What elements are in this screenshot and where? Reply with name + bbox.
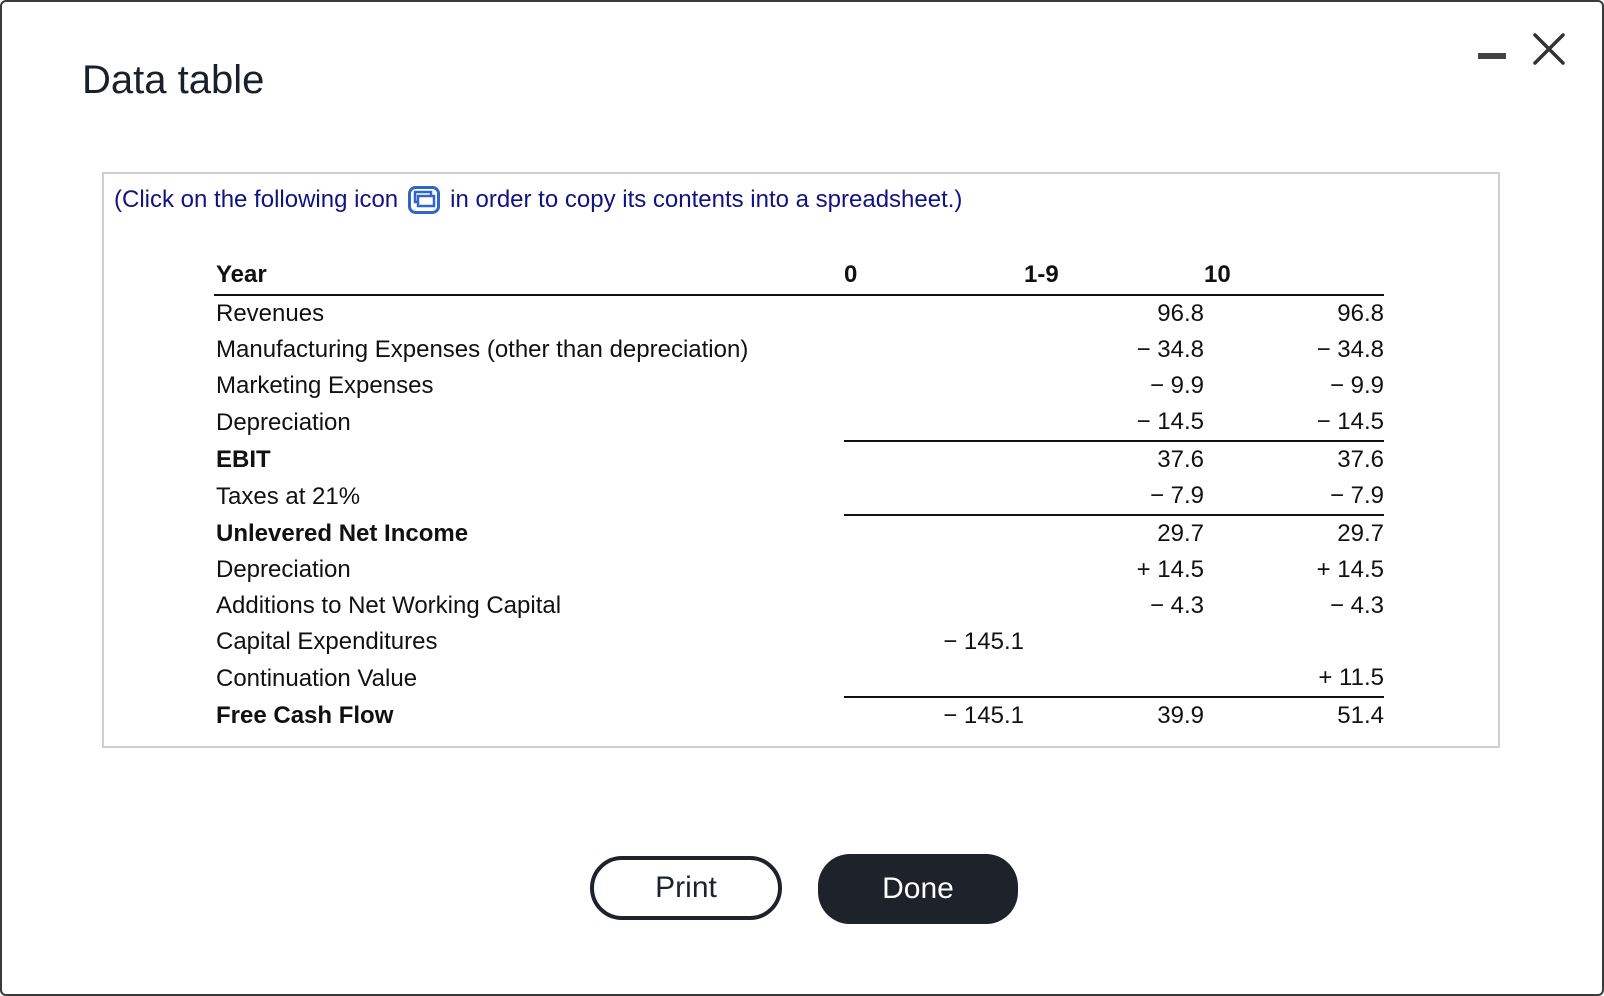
cell-year-1-9: − 4.3 — [1149, 592, 1204, 619]
cell-year-10: − 14.5 — [1316, 408, 1384, 435]
cell-year-0 — [844, 478, 1024, 515]
cell-year-10: 29.7 — [1204, 515, 1384, 552]
cell-year-0 — [844, 295, 1024, 332]
cell-year-1-9 — [1024, 660, 1204, 697]
table-row — [214, 624, 1384, 660]
cell-year-0: − 145.1 — [943, 628, 1024, 655]
table-row — [214, 332, 1384, 368]
table-row — [214, 552, 1384, 588]
cell-year-10: − 9.9 — [1329, 372, 1384, 399]
cell-year-0 — [844, 368, 1024, 404]
cell-year-0 — [844, 404, 1024, 441]
done-button[interactable]: Done — [818, 854, 1018, 924]
cell-year-10: + 11.5 — [1318, 664, 1384, 691]
note-text-after: in order to copy its contents into a spreadsheet.) — [450, 186, 963, 213]
copy-icon[interactable] — [408, 186, 440, 214]
copy-instructions — [114, 186, 962, 214]
row-label: Continuation Value — [216, 664, 418, 692]
table-row — [214, 441, 1384, 478]
cell-year-10 — [1204, 624, 1384, 660]
cell-year-1-9: − 9.9 — [1149, 372, 1204, 399]
row-label: Depreciation — [216, 556, 351, 583]
header-year: Year — [214, 256, 844, 295]
row-label: Free Cash Flow — [216, 701, 394, 729]
note-text-before: (Click on the following icon — [114, 186, 399, 213]
cell-year-0 — [844, 515, 1024, 552]
row-label: Revenues — [216, 300, 325, 327]
row-label: EBIT — [216, 445, 271, 473]
cell-year-10: − 7.9 — [1329, 482, 1384, 509]
cell-year-1-9: − 14.5 — [1136, 408, 1204, 435]
row-label: Depreciation — [216, 408, 351, 436]
table-row — [214, 295, 1384, 332]
cell-year-0 — [844, 441, 1024, 478]
close-icon[interactable] — [1532, 32, 1566, 66]
cell-year-0 — [844, 552, 1024, 588]
row-label: Marketing Expenses — [216, 372, 434, 399]
cell-year-10: − 4.3 — [1329, 592, 1384, 619]
cell-year-1-9 — [1024, 624, 1204, 660]
cell-year-0: − 145.1 — [844, 697, 1024, 734]
row-label: Unlevered Net Income — [216, 519, 469, 547]
table-row — [214, 478, 1384, 515]
header-year-1-9: 1-9 — [1024, 256, 1204, 295]
row-label: Manufacturing Expenses (other than depreciation) — [216, 336, 749, 363]
dialog-title: Data table — [82, 58, 265, 102]
table-row — [214, 515, 1384, 552]
data-panel — [102, 172, 1500, 748]
cell-year-0 — [844, 660, 1024, 697]
cash-flow-table — [214, 256, 1384, 734]
cell-year-1-9: 39.9 — [1024, 697, 1204, 734]
header-year-10: 10 — [1204, 256, 1384, 295]
cell-year-0 — [844, 588, 1024, 624]
table-row — [214, 697, 1384, 734]
cell-year-0 — [844, 332, 1024, 368]
print-button[interactable]: Print — [590, 856, 782, 920]
cell-year-1-9: − 34.8 — [1136, 336, 1204, 363]
cell-year-1-9: 37.6 — [1024, 441, 1204, 478]
row-label: Capital Expenditures — [216, 628, 438, 655]
table-row — [214, 368, 1384, 404]
cell-year-1-9: + 14.5 — [1136, 556, 1204, 583]
table-row — [214, 660, 1384, 697]
cell-year-1-9: 96.8 — [1157, 300, 1204, 327]
cell-year-10: 37.6 — [1204, 441, 1384, 478]
cell-year-10: + 14.5 — [1316, 556, 1384, 583]
window-controls — [1478, 32, 1566, 66]
row-label: Taxes at 21% — [216, 482, 361, 510]
cell-year-10: 96.8 — [1337, 300, 1384, 327]
cell-year-1-9: − 7.9 — [1149, 482, 1204, 509]
table-row — [214, 404, 1384, 441]
header-year-0: 0 — [844, 256, 1024, 295]
minimize-icon[interactable] — [1478, 53, 1506, 59]
row-label: Additions to Net Working Capital — [216, 592, 562, 619]
header-row — [214, 256, 1384, 295]
table-row — [214, 588, 1384, 624]
cell-year-1-9: 29.7 — [1024, 515, 1204, 552]
cell-year-10: 51.4 — [1204, 697, 1384, 734]
cell-year-10: − 34.8 — [1316, 336, 1384, 363]
